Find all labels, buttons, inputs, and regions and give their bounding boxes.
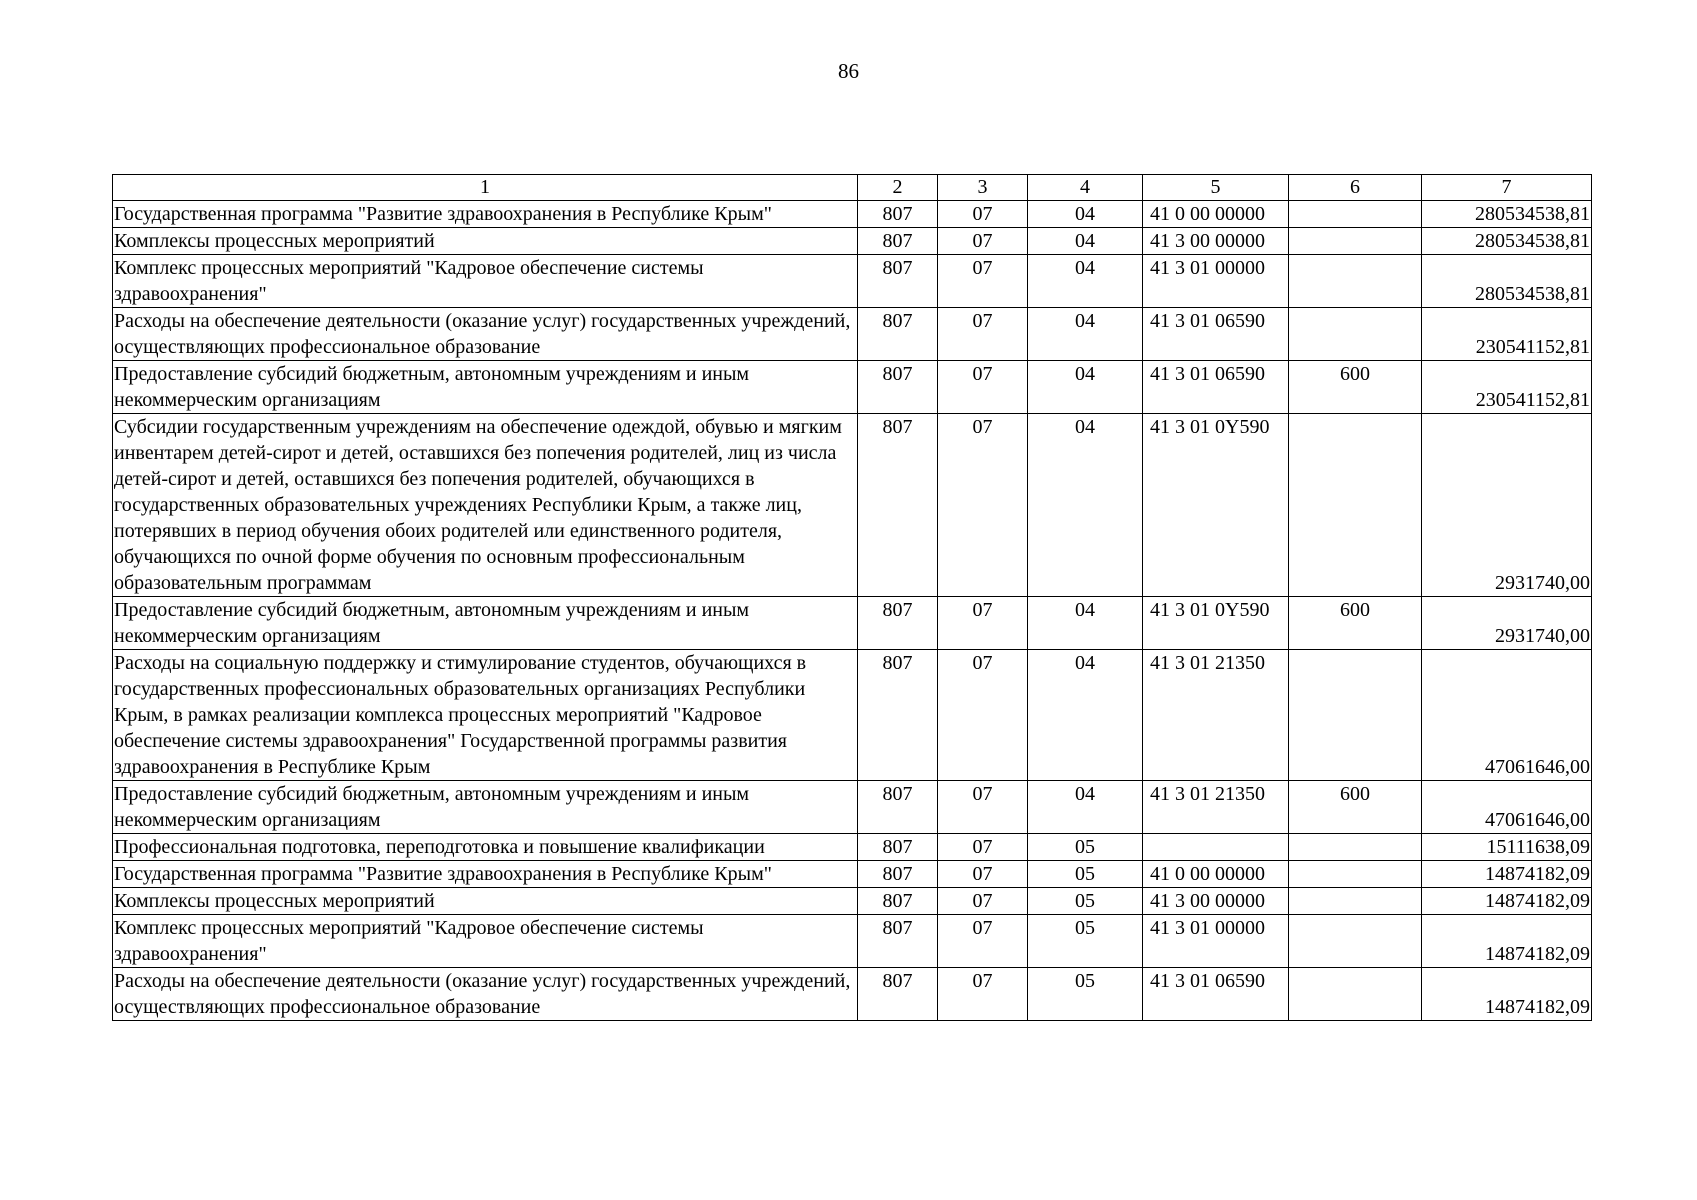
- row-pr-cell: 04: [1028, 308, 1143, 361]
- row-vr-cell: [1289, 968, 1422, 1021]
- header-col-7: 7: [1422, 175, 1592, 201]
- row-rz-cell: 07: [938, 201, 1028, 228]
- row-name-cell: Расходы на социальную поддержку и стимулирование студентов, обучающихся в государственных профессиональных образовательных организациях Республики Крым, в рамках реализации комплекса процессных мероприятий "Кадровое обеспечение системы здравоохранения" Государственной программы развития здравоохранения в Республике Крым: [113, 650, 858, 781]
- row-vr-cell: [1289, 915, 1422, 968]
- row-name-cell: Предоставление субсидий бюджетным, автономным учреждениям и иным некоммерческим организациям: [113, 597, 858, 650]
- row-rz-cell: 07: [938, 781, 1028, 834]
- row-vr-cell: 600: [1289, 361, 1422, 414]
- row-pr-cell: 05: [1028, 834, 1143, 861]
- row-csr-cell: 41 3 01 06590: [1143, 308, 1289, 361]
- row-csr-cell: 41 0 00 00000: [1143, 861, 1289, 888]
- table-row: [113, 255, 1592, 308]
- row-pr-cell: 04: [1028, 597, 1143, 650]
- table-row: [113, 228, 1592, 255]
- row-pr-cell: 04: [1028, 255, 1143, 308]
- row-csr-cell: 41 3 01 06590: [1143, 361, 1289, 414]
- row-rz-cell: 07: [938, 834, 1028, 861]
- row-vr-cell: [1289, 861, 1422, 888]
- row-rz-cell: 07: [938, 597, 1028, 650]
- row-pr-cell: 04: [1028, 201, 1143, 228]
- row-amount-cell: 2931740,00: [1422, 597, 1592, 650]
- table-row: [113, 861, 1592, 888]
- row-rz-cell: 07: [938, 361, 1028, 414]
- row-pr-cell: 05: [1028, 915, 1143, 968]
- row-pr-cell: 04: [1028, 781, 1143, 834]
- row-rz-cell: 07: [938, 228, 1028, 255]
- row-vr-cell: [1289, 414, 1422, 597]
- row-name-cell: Субсидии государственным учреждениям на обеспечение одеждой, обувью и мягким инвентарем детей-сирот и детей, оставшихся без попечения родителей, лиц из числа детей-сирот и детей, оставшихся без попечения родителей, обучающихся в государственных образовательных учреждениях Республики Крым, а также лиц, потерявших в период обучения обоих родителей или единственного родителя, обучающихся по очной форме обучения по основным профессиональным образовательным программам: [113, 414, 858, 597]
- row-gr-cell: 807: [858, 308, 938, 361]
- row-vr-cell: [1289, 650, 1422, 781]
- row-amount-cell: 280534538,81: [1422, 228, 1592, 255]
- row-amount-cell: 15111638,09: [1422, 834, 1592, 861]
- row-amount-cell: 47061646,00: [1422, 650, 1592, 781]
- table-row: [113, 781, 1592, 834]
- row-pr-cell: 05: [1028, 888, 1143, 915]
- row-name-cell: Комплексы процессных мероприятий: [113, 228, 858, 255]
- row-rz-cell: 07: [938, 650, 1028, 781]
- row-csr-cell: 41 3 01 0Y590: [1143, 597, 1289, 650]
- row-vr-cell: [1289, 888, 1422, 915]
- row-pr-cell: 04: [1028, 414, 1143, 597]
- row-gr-cell: 807: [858, 861, 938, 888]
- row-vr-cell: [1289, 228, 1422, 255]
- row-name-cell: Государственная программа "Развитие здравоохранения в Республике Крым": [113, 201, 858, 228]
- row-vr-cell: 600: [1289, 781, 1422, 834]
- row-rz-cell: 07: [938, 308, 1028, 361]
- table-row: [113, 414, 1592, 597]
- row-gr-cell: 807: [858, 834, 938, 861]
- table-row: [113, 915, 1592, 968]
- row-rz-cell: 07: [938, 414, 1028, 597]
- table-row: [113, 201, 1592, 228]
- row-amount-cell: 14874182,09: [1422, 888, 1592, 915]
- row-vr-cell: 600: [1289, 597, 1422, 650]
- row-gr-cell: 807: [858, 968, 938, 1021]
- row-name-cell: Предоставление субсидий бюджетным, автономным учреждениям и иным некоммерческим организациям: [113, 781, 858, 834]
- row-name-cell: Комплекс процессных мероприятий "Кадровое обеспечение системы здравоохранения": [113, 255, 858, 308]
- row-pr-cell: 04: [1028, 361, 1143, 414]
- row-pr-cell: 05: [1028, 968, 1143, 1021]
- row-name-cell: Предоставление субсидий бюджетным, автономным учреждениям и иным некоммерческим организациям: [113, 361, 858, 414]
- row-gr-cell: 807: [858, 414, 938, 597]
- row-gr-cell: 807: [858, 915, 938, 968]
- header-col-3: 3: [938, 175, 1028, 201]
- row-csr-cell: 41 3 00 00000: [1143, 888, 1289, 915]
- row-gr-cell: 807: [858, 888, 938, 915]
- row-rz-cell: 07: [938, 255, 1028, 308]
- row-rz-cell: 07: [938, 968, 1028, 1021]
- row-csr-cell: 41 3 01 06590: [1143, 968, 1289, 1021]
- table-row: [113, 834, 1592, 861]
- table-row: [113, 361, 1592, 414]
- row-gr-cell: 807: [858, 228, 938, 255]
- row-amount-cell: 14874182,09: [1422, 968, 1592, 1021]
- header-col-4: 4: [1028, 175, 1143, 201]
- row-name-cell: Комплекс процессных мероприятий "Кадровое обеспечение системы здравоохранения": [113, 915, 858, 968]
- row-csr-cell: 41 3 01 0Y590: [1143, 414, 1289, 597]
- header-col-2: 2: [858, 175, 938, 201]
- row-vr-cell: [1289, 255, 1422, 308]
- row-name-cell: Расходы на обеспечение деятельности (оказание услуг) государственных учреждений, осуществляющих профессиональное образование: [113, 968, 858, 1021]
- row-gr-cell: 807: [858, 597, 938, 650]
- row-gr-cell: 807: [858, 201, 938, 228]
- row-pr-cell: 05: [1028, 861, 1143, 888]
- table-row: [113, 888, 1592, 915]
- row-amount-cell: 14874182,09: [1422, 861, 1592, 888]
- row-amount-cell: 2931740,00: [1422, 414, 1592, 597]
- row-csr-cell: 41 3 00 00000: [1143, 228, 1289, 255]
- row-vr-cell: [1289, 834, 1422, 861]
- row-rz-cell: 07: [938, 861, 1028, 888]
- row-name-cell: Государственная программа "Развитие здравоохранения в Республике Крым": [113, 861, 858, 888]
- row-vr-cell: [1289, 308, 1422, 361]
- row-csr-cell: 41 3 01 21350: [1143, 650, 1289, 781]
- row-name-cell: Расходы на обеспечение деятельности (оказание услуг) государственных учреждений, осуществляющих профессиональное образование: [113, 308, 858, 361]
- row-csr-cell: 41 3 01 21350: [1143, 781, 1289, 834]
- row-amount-cell: 280534538,81: [1422, 201, 1592, 228]
- row-pr-cell: 04: [1028, 650, 1143, 781]
- header-col-5: 5: [1143, 175, 1289, 201]
- table-row: [113, 650, 1592, 781]
- row-gr-cell: 807: [858, 781, 938, 834]
- row-name-cell: Профессиональная подготовка, переподготовка и повышение квалификации: [113, 834, 858, 861]
- table-row: [113, 308, 1592, 361]
- row-pr-cell: 04: [1028, 228, 1143, 255]
- row-amount-cell: 230541152,81: [1422, 308, 1592, 361]
- row-amount-cell: 230541152,81: [1422, 361, 1592, 414]
- header-row: [113, 175, 1592, 201]
- table-row: [113, 968, 1592, 1021]
- budget-table: [112, 174, 1592, 1021]
- header-col-6: 6: [1289, 175, 1422, 201]
- row-amount-cell: 280534538,81: [1422, 255, 1592, 308]
- row-csr-cell: 41 0 00 00000: [1143, 201, 1289, 228]
- row-amount-cell: 47061646,00: [1422, 781, 1592, 834]
- page-number: 86: [838, 59, 859, 83]
- row-gr-cell: 807: [858, 361, 938, 414]
- row-vr-cell: [1289, 201, 1422, 228]
- header-col-1: 1: [113, 175, 858, 201]
- row-name-cell: Комплексы процессных мероприятий: [113, 888, 858, 915]
- row-rz-cell: 07: [938, 915, 1028, 968]
- row-csr-cell: 41 3 01 00000: [1143, 915, 1289, 968]
- row-csr-cell: [1143, 834, 1289, 861]
- table-row: [113, 597, 1592, 650]
- row-amount-cell: 14874182,09: [1422, 915, 1592, 968]
- row-gr-cell: 807: [858, 650, 938, 781]
- row-csr-cell: 41 3 01 00000: [1143, 255, 1289, 308]
- table-body: [113, 175, 1592, 1021]
- row-gr-cell: 807: [858, 255, 938, 308]
- row-rz-cell: 07: [938, 888, 1028, 915]
